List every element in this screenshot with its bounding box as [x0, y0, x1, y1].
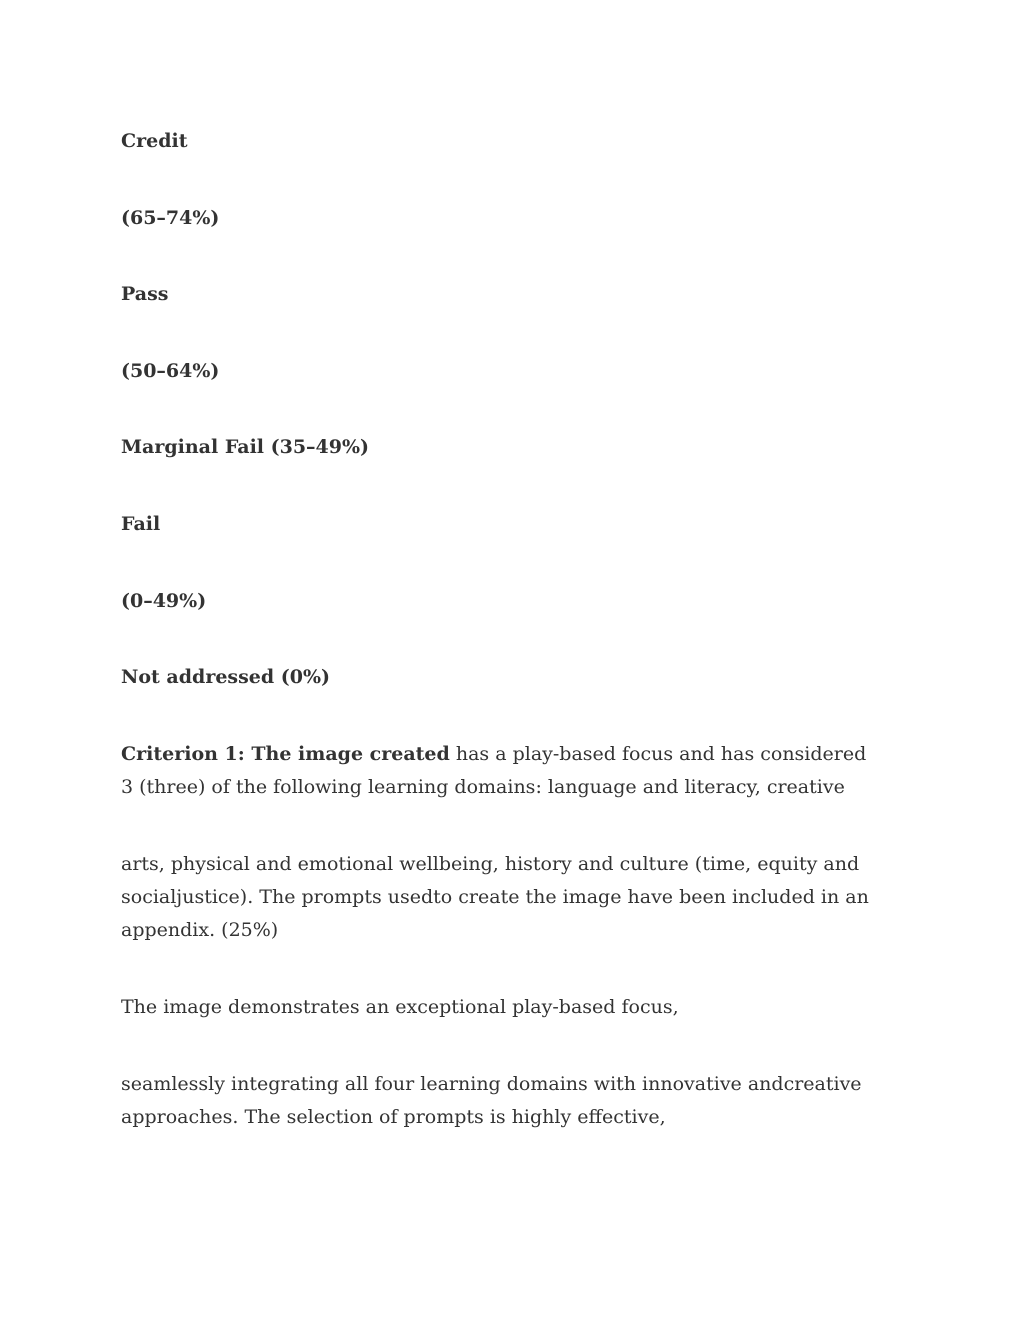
criterion-intro-text: has a play-based focus and has considered 3 (three) of the following learning domains: language and literacy, creative [121, 743, 867, 798]
grade-fail-label: Fail [121, 513, 161, 535]
descriptor-line-1: The image demonstrates an exceptional play-based focus, [121, 996, 679, 1018]
criterion-intro [121, 738, 881, 804]
grade-fail-range: (0–49%) [121, 590, 207, 612]
grade-credit-range: (65–74%) [121, 207, 220, 229]
grade-credit-label: Credit [121, 130, 188, 152]
grade-not-addressed: Not addressed (0%) [121, 666, 331, 688]
criterion-continuation: arts, physical and emotional wellbeing, history and culture (time, equity and socialjustice). The prompts usedto create the image have been included in an appendix. (25%) [121, 853, 869, 941]
grade-pass-label: Pass [121, 283, 169, 305]
grade-marginal-fail: Marginal Fail (35–49%) [121, 436, 370, 458]
descriptor-line-2: seamlessly integrating all four learning domains with innovative andcreative approaches. The selection of prompts is highly effective, [121, 1073, 862, 1128]
criterion-heading: Criterion 1: The image created [121, 743, 450, 765]
grade-pass-range: (50–64%) [121, 360, 220, 382]
